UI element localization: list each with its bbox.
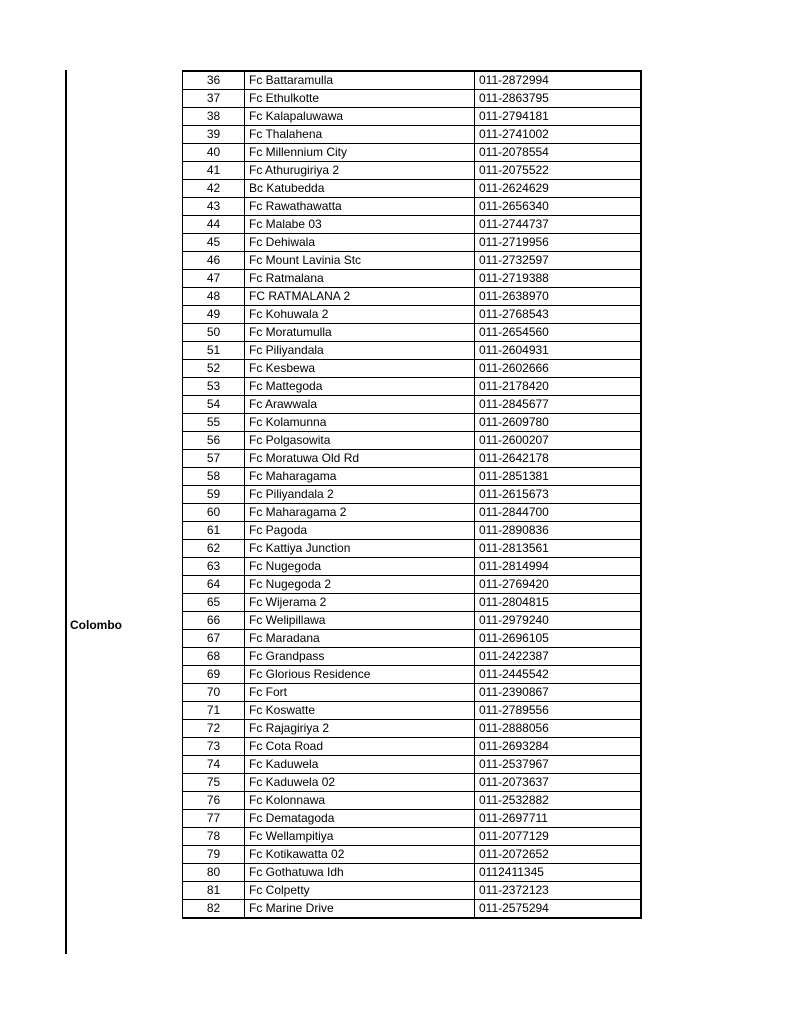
phone-number-cell: 011-2741002 xyxy=(475,126,641,144)
row-number-cell: 69 xyxy=(183,666,245,684)
phone-number-cell: 011-2602666 xyxy=(475,360,641,378)
row-number-cell: 38 xyxy=(183,108,245,126)
phone-number-cell: 011-2813561 xyxy=(475,540,641,558)
table-row xyxy=(183,342,641,360)
table-row xyxy=(183,324,641,342)
outlet-name-cell: Fc Ethulkotte xyxy=(245,90,475,108)
outlet-name-cell: Fc Maharagama xyxy=(245,468,475,486)
outlet-name-cell: Fc Koswatte xyxy=(245,702,475,720)
phone-number-cell: 011-2600207 xyxy=(475,432,641,450)
outlet-name-cell: Fc Kaduwela xyxy=(245,756,475,774)
table-row xyxy=(183,234,641,252)
row-number-cell: 73 xyxy=(183,738,245,756)
outlet-name-cell: Fc Athurugiriya 2 xyxy=(245,162,475,180)
table-row xyxy=(183,162,641,180)
table-row xyxy=(183,666,641,684)
row-number-cell: 52 xyxy=(183,360,245,378)
phone-number-cell: 011-2445542 xyxy=(475,666,641,684)
phone-number-cell: 011-2719956 xyxy=(475,234,641,252)
phone-number-cell: 011-2075522 xyxy=(475,162,641,180)
row-number-cell: 40 xyxy=(183,144,245,162)
row-number-cell: 77 xyxy=(183,810,245,828)
row-number-cell: 42 xyxy=(183,180,245,198)
table-row xyxy=(183,396,641,414)
table-row xyxy=(183,71,641,90)
outlet-name-cell: Fc Kalapaluwawa xyxy=(245,108,475,126)
table-row xyxy=(183,288,641,306)
row-number-cell: 58 xyxy=(183,468,245,486)
outlet-name-cell: Fc Ratmalana xyxy=(245,270,475,288)
table-row xyxy=(183,576,641,594)
outlet-name-cell: Fc Rajagiriya 2 xyxy=(245,720,475,738)
phone-number-cell: 011-2789556 xyxy=(475,702,641,720)
table-row xyxy=(183,216,641,234)
phone-number-cell: 011-2979240 xyxy=(475,612,641,630)
phone-number-cell: 011-2890836 xyxy=(475,522,641,540)
outlet-name-cell: Fc Piliyandala 2 xyxy=(245,486,475,504)
table-row xyxy=(183,594,641,612)
outlet-name-cell: Fc Kaduwela 02 xyxy=(245,774,475,792)
outlet-name-cell: Bc Katubedda xyxy=(245,180,475,198)
outlet-name-cell: Fc Grandpass xyxy=(245,648,475,666)
outlet-name-cell: Fc Kolonnawa xyxy=(245,792,475,810)
table-row xyxy=(183,450,641,468)
table-row xyxy=(183,774,641,792)
row-number-cell: 67 xyxy=(183,630,245,648)
row-number-cell: 55 xyxy=(183,414,245,432)
row-number-cell: 48 xyxy=(183,288,245,306)
phone-number-cell: 011-2073637 xyxy=(475,774,641,792)
row-number-cell: 39 xyxy=(183,126,245,144)
phone-number-cell: 011-2654560 xyxy=(475,324,641,342)
outlet-name-cell: Fc Colpetty xyxy=(245,882,475,900)
table-row xyxy=(183,90,641,108)
phone-number-cell: 011-2656340 xyxy=(475,198,641,216)
phone-number-cell: 011-2872994 xyxy=(475,71,641,90)
row-number-cell: 46 xyxy=(183,252,245,270)
phone-number-cell: 011-2851381 xyxy=(475,468,641,486)
outlet-name-cell: Fc Moratumulla xyxy=(245,324,475,342)
outlet-name-cell: Fc Dehiwala xyxy=(245,234,475,252)
outlet-name-cell: Fc Gothatuwa Idh xyxy=(245,864,475,882)
row-number-cell: 36 xyxy=(183,71,245,90)
phone-number-cell: 011-2575294 xyxy=(475,900,641,919)
outlet-name-cell: Fc Thalahena xyxy=(245,126,475,144)
phone-number-cell: 011-2719388 xyxy=(475,270,641,288)
phone-number-cell: 011-2693284 xyxy=(475,738,641,756)
row-number-cell: 72 xyxy=(183,720,245,738)
outlet-table-body xyxy=(183,71,641,918)
outlet-name-cell: Fc Fort xyxy=(245,684,475,702)
phone-number-cell: 011-2732597 xyxy=(475,252,641,270)
outlet-name-cell: Fc Kesbewa xyxy=(245,360,475,378)
phone-number-cell: 011-2638970 xyxy=(475,288,641,306)
table-row xyxy=(183,756,641,774)
row-number-cell: 75 xyxy=(183,774,245,792)
phone-number-cell: 011-2814994 xyxy=(475,558,641,576)
phone-number-cell: 011-2769420 xyxy=(475,576,641,594)
phone-number-cell: 011-2794181 xyxy=(475,108,641,126)
row-number-cell: 66 xyxy=(183,612,245,630)
phone-number-cell: 011-2697711 xyxy=(475,810,641,828)
table-row xyxy=(183,306,641,324)
row-number-cell: 50 xyxy=(183,324,245,342)
outlet-name-cell: Fc Maradana xyxy=(245,630,475,648)
outlet-name-cell: Fc Millennium City xyxy=(245,144,475,162)
table-row xyxy=(183,900,641,919)
outlet-name-cell: Fc Glorious Residence xyxy=(245,666,475,684)
table-row xyxy=(183,468,641,486)
row-number-cell: 65 xyxy=(183,594,245,612)
phone-number-cell: 011-2372123 xyxy=(475,882,641,900)
table-row xyxy=(183,198,641,216)
table-row xyxy=(183,738,641,756)
outlet-name-cell: Fc Kohuwala 2 xyxy=(245,306,475,324)
table-row xyxy=(183,486,641,504)
outlet-name-cell: Fc Dematagoda xyxy=(245,810,475,828)
phone-number-cell: 011-2537967 xyxy=(475,756,641,774)
outlet-name-cell: Fc Battaramulla xyxy=(245,71,475,90)
row-number-cell: 37 xyxy=(183,90,245,108)
outlet-name-cell: Fc Marine Drive xyxy=(245,900,475,919)
table-row xyxy=(183,432,641,450)
table-row xyxy=(183,252,641,270)
outlet-name-cell: Fc Kotikawatta 02 xyxy=(245,846,475,864)
phone-number-cell: 0112411345 xyxy=(475,864,641,882)
outlet-name-cell: Fc Nugegoda xyxy=(245,558,475,576)
outlet-name-cell: Fc Moratuwa Old Rd xyxy=(245,450,475,468)
row-number-cell: 60 xyxy=(183,504,245,522)
table-row xyxy=(183,540,641,558)
row-number-cell: 61 xyxy=(183,522,245,540)
outlet-name-cell: Fc Mattegoda xyxy=(245,378,475,396)
table-row xyxy=(183,846,641,864)
row-number-cell: 56 xyxy=(183,432,245,450)
outlet-name-cell: Fc Kolamunna xyxy=(245,414,475,432)
table-row xyxy=(183,126,641,144)
table-row xyxy=(183,864,641,882)
table-row xyxy=(183,828,641,846)
table-row xyxy=(183,270,641,288)
phone-number-cell: 011-2888056 xyxy=(475,720,641,738)
table-row xyxy=(183,180,641,198)
outlet-name-cell: Fc Mount Lavinia Stc xyxy=(245,252,475,270)
row-number-cell: 54 xyxy=(183,396,245,414)
row-number-cell: 71 xyxy=(183,702,245,720)
table-row xyxy=(183,360,641,378)
phone-number-cell: 011-2624629 xyxy=(475,180,641,198)
outlet-name-cell: Fc Cota Road xyxy=(245,738,475,756)
row-number-cell: 64 xyxy=(183,576,245,594)
row-number-cell: 44 xyxy=(183,216,245,234)
table-row xyxy=(183,792,641,810)
phone-number-cell: 011-2532882 xyxy=(475,792,641,810)
row-number-cell: 62 xyxy=(183,540,245,558)
table-row xyxy=(183,522,641,540)
phone-number-cell: 011-2078554 xyxy=(475,144,641,162)
outlet-name-cell: Fc Wijerama 2 xyxy=(245,594,475,612)
table-row xyxy=(183,702,641,720)
phone-number-cell: 011-2072652 xyxy=(475,846,641,864)
region-bracket-line xyxy=(65,70,67,954)
row-number-cell: 63 xyxy=(183,558,245,576)
row-number-cell: 49 xyxy=(183,306,245,324)
phone-number-cell: 011-2863795 xyxy=(475,90,641,108)
table-row xyxy=(183,684,641,702)
table-row xyxy=(183,144,641,162)
row-number-cell: 81 xyxy=(183,882,245,900)
table-row xyxy=(183,648,641,666)
phone-number-cell: 011-2845677 xyxy=(475,396,641,414)
phone-number-cell: 011-2744737 xyxy=(475,216,641,234)
table-row xyxy=(183,378,641,396)
row-number-cell: 59 xyxy=(183,486,245,504)
row-number-cell: 47 xyxy=(183,270,245,288)
row-number-cell: 53 xyxy=(183,378,245,396)
outlet-name-cell: Fc Maharagama 2 xyxy=(245,504,475,522)
phone-number-cell: 011-2615673 xyxy=(475,486,641,504)
table-row xyxy=(183,612,641,630)
phone-number-cell: 011-2077129 xyxy=(475,828,641,846)
outlet-name-cell: Fc Malabe 03 xyxy=(245,216,475,234)
outlet-name-cell: Fc Welipillawa xyxy=(245,612,475,630)
table-row xyxy=(183,108,641,126)
outlet-table xyxy=(182,70,642,919)
outlet-name-cell: FC RATMALANA 2 xyxy=(245,288,475,306)
table-row xyxy=(183,720,641,738)
outlet-name-cell: Fc Rawathawatta xyxy=(245,198,475,216)
phone-number-cell: 011-2390867 xyxy=(475,684,641,702)
phone-number-cell: 011-2422387 xyxy=(475,648,641,666)
row-number-cell: 78 xyxy=(183,828,245,846)
table-row xyxy=(183,882,641,900)
outlet-name-cell: Fc Nugegoda 2 xyxy=(245,576,475,594)
row-number-cell: 68 xyxy=(183,648,245,666)
row-number-cell: 41 xyxy=(183,162,245,180)
row-number-cell: 76 xyxy=(183,792,245,810)
phone-number-cell: 011-2768543 xyxy=(475,306,641,324)
row-number-cell: 80 xyxy=(183,864,245,882)
region-label: Colombo xyxy=(70,618,122,632)
phone-number-cell: 011-2609780 xyxy=(475,414,641,432)
phone-number-cell: 011-2642178 xyxy=(475,450,641,468)
outlet-name-cell: Fc Arawwala xyxy=(245,396,475,414)
phone-number-cell: 011-2696105 xyxy=(475,630,641,648)
outlet-name-cell: Fc Wellampitiya xyxy=(245,828,475,846)
table-row xyxy=(183,810,641,828)
outlet-name-cell: Fc Polgasowita xyxy=(245,432,475,450)
row-number-cell: 79 xyxy=(183,846,245,864)
table-row xyxy=(183,630,641,648)
outlet-name-cell: Fc Kattiya Junction xyxy=(245,540,475,558)
phone-number-cell: 011-2178420 xyxy=(475,378,641,396)
phone-number-cell: 011-2804815 xyxy=(475,594,641,612)
phone-number-cell: 011-2844700 xyxy=(475,504,641,522)
row-number-cell: 51 xyxy=(183,342,245,360)
phone-number-cell: 011-2604931 xyxy=(475,342,641,360)
row-number-cell: 82 xyxy=(183,900,245,919)
table-row xyxy=(183,558,641,576)
row-number-cell: 57 xyxy=(183,450,245,468)
row-number-cell: 43 xyxy=(183,198,245,216)
row-number-cell: 45 xyxy=(183,234,245,252)
table-row xyxy=(183,504,641,522)
outlet-name-cell: Fc Pagoda xyxy=(245,522,475,540)
row-number-cell: 74 xyxy=(183,756,245,774)
outlet-name-cell: Fc Piliyandala xyxy=(245,342,475,360)
table-row xyxy=(183,414,641,432)
row-number-cell: 70 xyxy=(183,684,245,702)
